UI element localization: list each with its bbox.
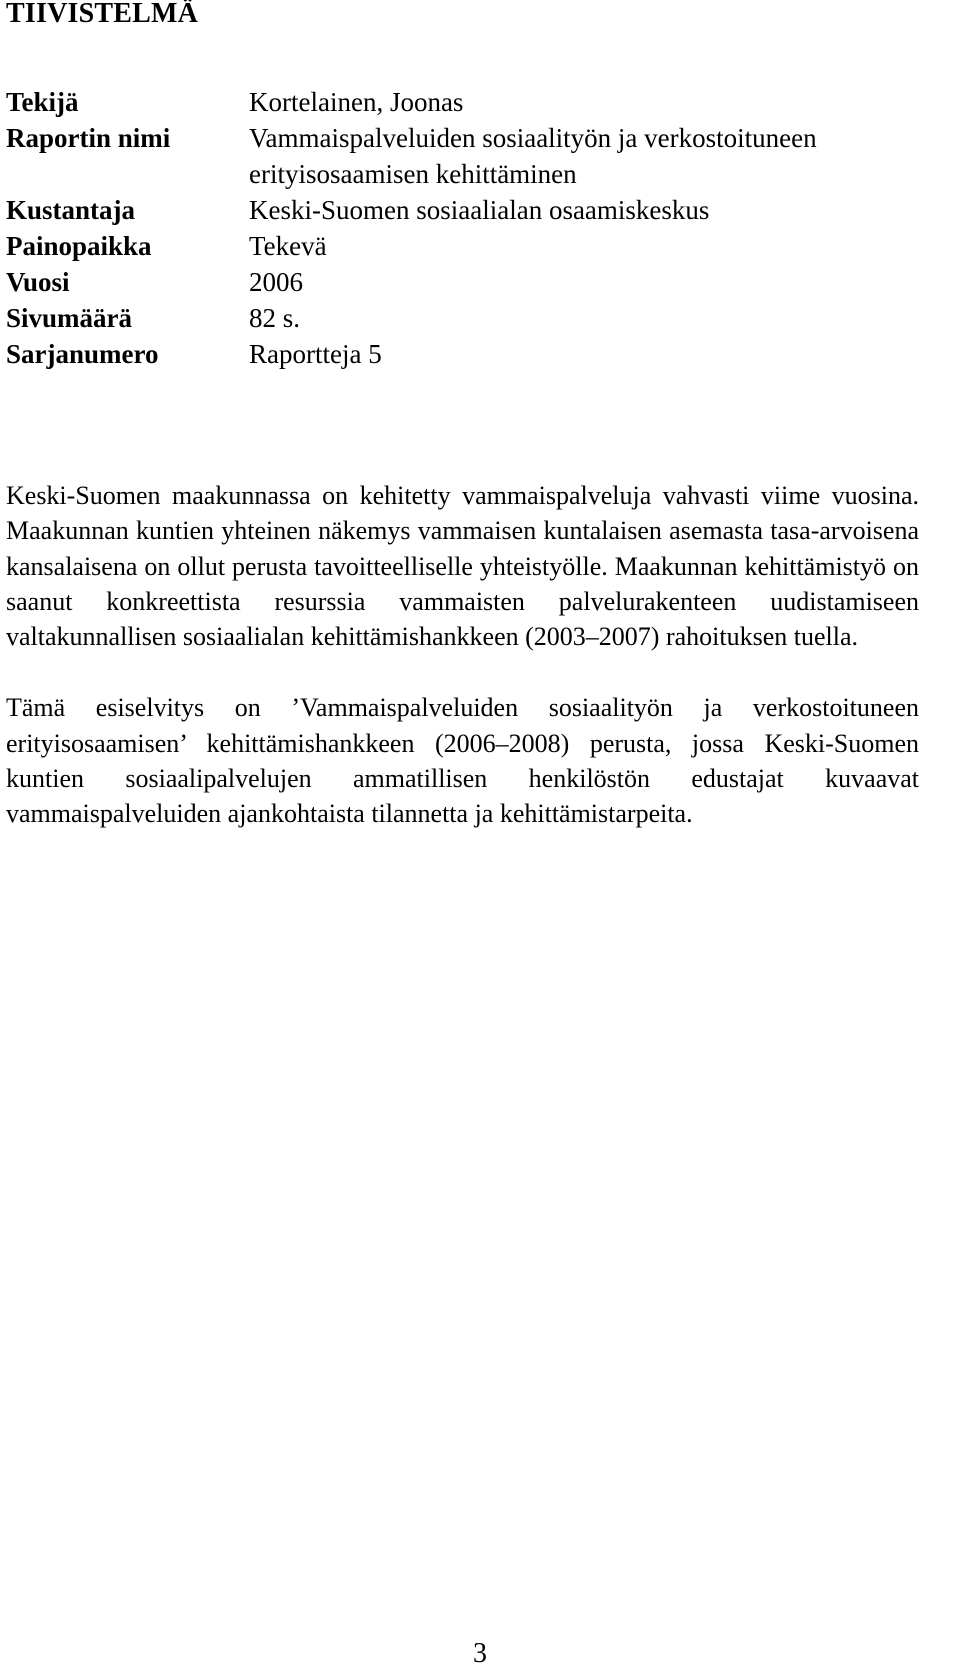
meta-value bbox=[249, 84, 936, 120]
meta-value bbox=[249, 336, 936, 372]
meta-value-line: Tekevä bbox=[249, 231, 327, 261]
meta-value-line: Kortelainen, Joonas bbox=[249, 87, 464, 117]
meta-label: Tekijä bbox=[6, 87, 79, 117]
page-title: TIIVISTELMÄ bbox=[6, 0, 199, 29]
meta-label: Sivumäärä bbox=[6, 303, 133, 333]
meta-row-report-name bbox=[6, 120, 936, 192]
abstract-paragraph: Tämä esiselvitys on ’Vammaispalveluiden sosiaalityön ja verkostoituneen erityisosaamisen’ kehittämishankkeen (2006–2008) perusta, jossa Keski-Suomen kuntien sosiaalipalvelujen ammatillisen henkilöstön edustajat kuvaavat vammaispalveluiden ajankohtaista tilannetta ja kehittämistarpeita. bbox=[6, 693, 919, 829]
meta-row-publisher bbox=[6, 192, 936, 228]
meta-value-line: Raportteja 5 bbox=[249, 339, 382, 369]
meta-label: Kustantaja bbox=[6, 195, 136, 225]
meta-value-line: 82 s. bbox=[249, 303, 301, 333]
abstract-body bbox=[6, 478, 919, 832]
meta-row-author bbox=[6, 84, 936, 120]
report-metadata bbox=[6, 84, 936, 372]
meta-row-year bbox=[6, 264, 936, 300]
meta-value-line: Vammaispalveluiden sosiaalityön ja verkostoituneen bbox=[249, 123, 817, 153]
meta-value bbox=[249, 192, 936, 228]
meta-label: Sarjanumero bbox=[6, 339, 159, 369]
meta-label: Painopaikka bbox=[6, 231, 152, 261]
meta-label: Raportin nimi bbox=[6, 123, 171, 153]
meta-value-line: 2006 bbox=[249, 267, 303, 297]
meta-value bbox=[249, 300, 936, 336]
meta-value bbox=[249, 120, 936, 192]
meta-value bbox=[249, 228, 936, 264]
meta-value-line: Keski-Suomen sosiaalialan osaamiskeskus bbox=[249, 195, 710, 225]
meta-value-line: erityisosaamisen kehittäminen bbox=[249, 159, 577, 189]
abstract-paragraph: Keski-Suomen maakunnassa on kehitetty vammaispalveluja vahvasti viime vuosina. Maakunnan kuntien yhteinen näkemys vammaisen kuntalaisen asemasta tasa-arvoisena kansalaisena on ollut perusta tavoitteelliselle yhteistyölle. Maakunnan kehittämistyö on saanut konkreettista resurssia vammaisten palvelurakenteen uudistamiseen valtakunnallisen sosiaalialan kehittämishankkeen (2003–2007) rahoituksen tuella. bbox=[6, 481, 919, 652]
meta-value bbox=[249, 264, 936, 300]
meta-row-print-location bbox=[6, 228, 936, 264]
meta-row-page-count bbox=[6, 300, 936, 336]
meta-row-series-number bbox=[6, 336, 936, 372]
page-number: 3 bbox=[473, 1638, 487, 1669]
meta-label: Vuosi bbox=[6, 267, 70, 297]
